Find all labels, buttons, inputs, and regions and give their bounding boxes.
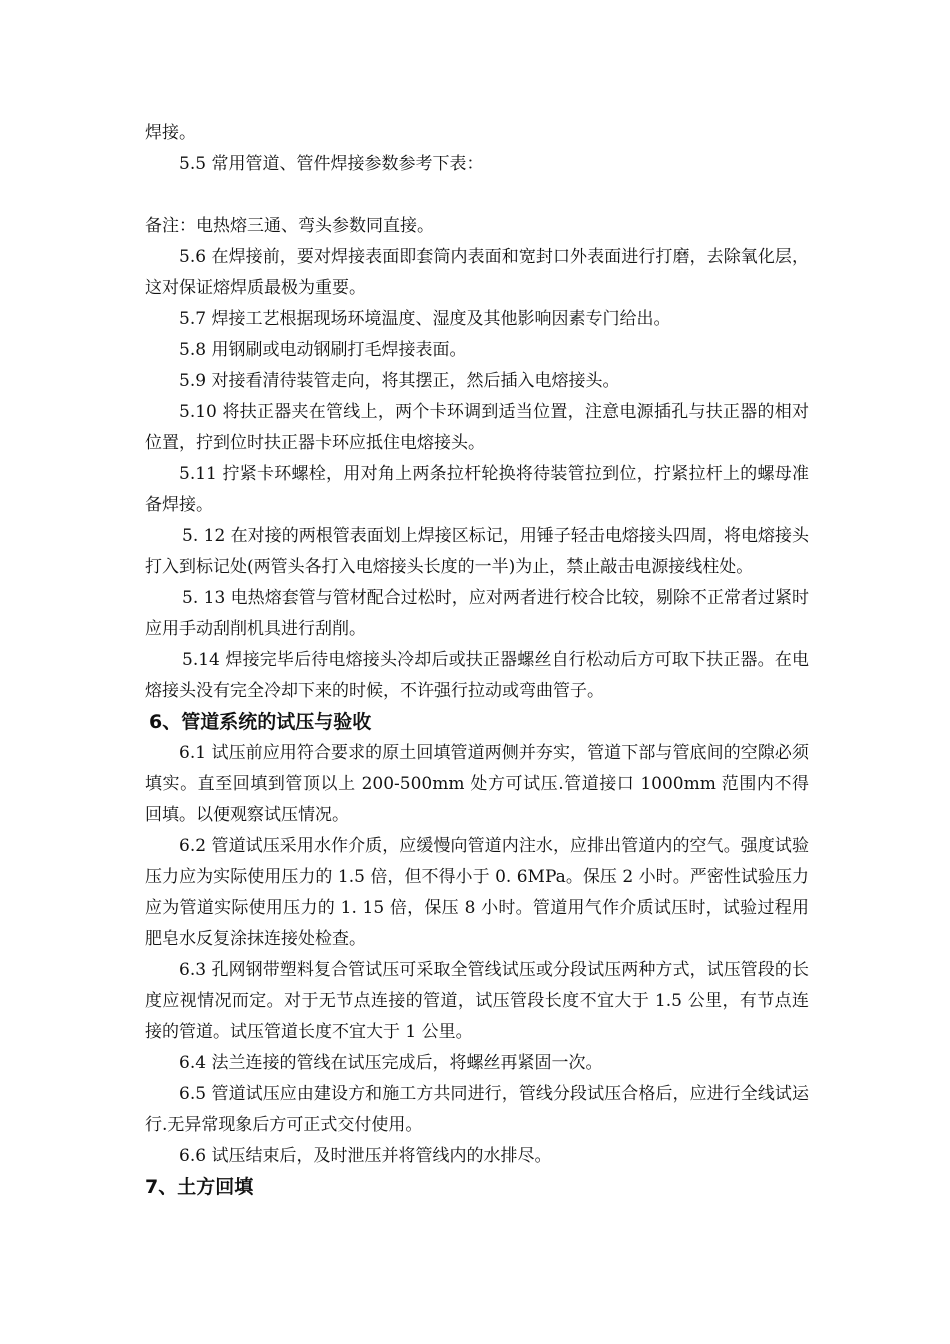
paragraph-5-14: 5.14 焊接完毕后待电熔接头冷却后或扶正器螺丝自行松动后方可取下扶正器。在电熔接头没有完全冷却下来的时候，不许强行拉动或弯曲管子。 xyxy=(145,650,809,701)
paragraph-6-4: 6.4 法兰连接的管线在试压完成后，将螺丝再紧固一次。 xyxy=(179,1053,603,1073)
paragraph-5-9: 5.9 对接看清待装管走向，将其摆正，然后插入电熔接头。 xyxy=(179,371,620,391)
section-7-heading: 7、土方回填 xyxy=(145,1176,254,1198)
section-6-heading: 6、管道系统的试压与验收 xyxy=(149,711,372,733)
paragraph-5-13: 5. 13 电热熔套管与管材配合过松时，应对两者进行校合比较，剔除不正常者过紧时应用手动刮削机具进行刮削。 xyxy=(145,588,809,639)
document-body xyxy=(145,118,809,1203)
paragraph-5-5: 5.5 常用管道、管件焊接参数参考下表： xyxy=(179,154,484,174)
table-placeholder-gap xyxy=(145,180,809,211)
paragraph-6-3: 6.3 孔网钢带塑料复合管试压可采取全管线试压或分段试压两种方式，试压管段的长度应视情况而定。对于无节点连接的管道，试压管段长度不宜大于 1.5 公里，有节点连接的管道。试压管道长度不宜大于 1 公里。 xyxy=(145,960,809,1042)
paragraph-5-12: 5. 12 在对接的两根管表面划上焊接区标记，用锤子轻击电熔接头四周，将电熔接头打入到标记处(两管头各打入电熔接头长度的一半)为止，禁止敲击电源接线柱处。 xyxy=(145,526,809,577)
paragraph-5-6: 5.6 在焊接前，要对焊接表面即套筒内表面和宽封口外表面进行打磨，去除氧化层，这对保证熔焊质最极为重要。 xyxy=(145,247,809,298)
paragraph-welding-end: 焊接。 xyxy=(145,123,196,143)
paragraph-5-11: 5.11 拧紧卡环螺栓，用对角上两条拉杆轮换将待装管拉到位，拧紧拉杆上的螺母准备焊接。 xyxy=(145,464,809,515)
paragraph-6-6: 6.6 试压结束后，及时泄压并将管线内的水排尽。 xyxy=(179,1146,552,1166)
paragraph-6-5: 6.5 管道试压应由建设方和施工方共同进行，管线分段试压合格后，应进行全线试运行.无异常现象后方可正式交付使用。 xyxy=(145,1084,809,1135)
paragraph-6-2: 6.2 管道试压采用水作介质，应缓慢向管道内注水，应排出管道内的空气。强度试验压力应为实际使用压力的 1.5 倍，但不得小于 0. 6MPa。保压 2 小时。严密性试验压力应为管道实际使用压力的 1. 15 倍，保压 8 小时。管道用气作介质试压时，试验过程用肥皂水反复涂抹连接处检查。 xyxy=(145,836,809,949)
paragraph-note: 备注：电热熔三通、弯头参数同直接。 xyxy=(145,216,434,236)
paragraph-5-10: 5.10 将扶正器夹在管线上，两个卡环调到适当位置，注意电源插孔与扶正器的相对位置，拧到位时扶正器卡环应抵住电熔接头。 xyxy=(145,402,809,453)
paragraph-5-7: 5.7 焊接工艺根据现场环境温度、湿度及其他影响因素专门给出。 xyxy=(179,309,671,329)
paragraph-5-8: 5.8 用钢刷或电动钢刷打毛焊接表面。 xyxy=(179,340,467,360)
paragraph-6-1: 6.1 试压前应用符合要求的原土回填管道两侧并夯实，管道下部与管底间的空隙必须填实。直至回填到管顶以上 200-500mm 处方可试压.管道接口 1000mm 范围内不得回填。以便观察试压情况。 xyxy=(145,743,809,825)
